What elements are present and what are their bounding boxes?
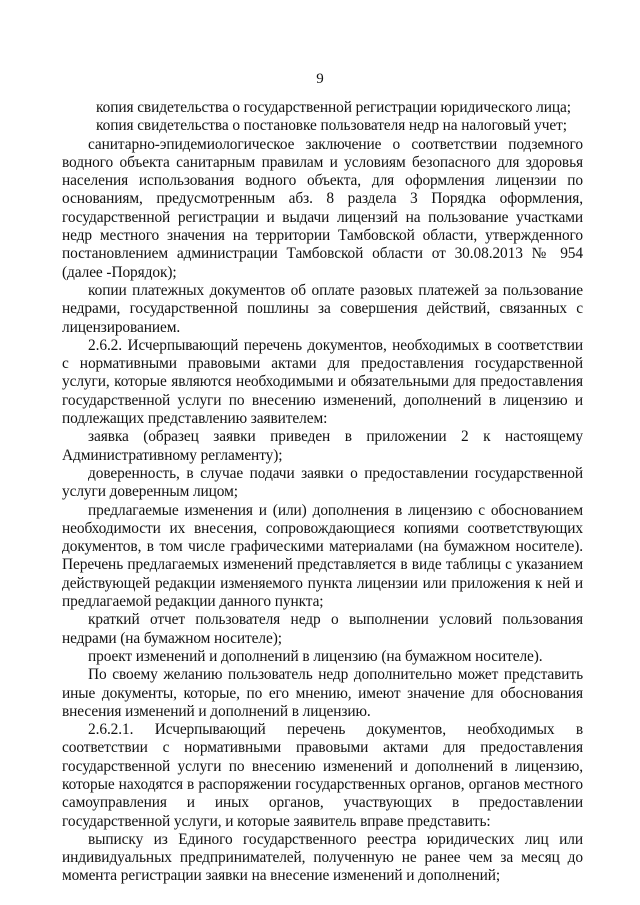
paragraph-10: проект изменений и дополнений в лицензию (на бумажном носителе). [88, 647, 543, 665]
paragraph-1: копия свидетельства о государственной регистрации юридического лица; [96, 99, 571, 116]
document-body [62, 99, 583, 886]
paragraph-5: 2.6.2. Исчерпывающий перечень документов, необходимых в соответствии с нормативными правовыми актами для предоставления государственной услуги, которые являются необходимыми и обязательными для предоставления государственной услуги по внесению изменений, дополнений в лицензию и подлежащих представлению заявителем: [62, 336, 583, 428]
paragraph-11: По своему желанию пользователь недр дополнительно может представить иные документы, которые, по его мнению, имеют значение для обоснования внесения изменений и дополнений в лицензию. [62, 666, 583, 720]
paragraph-4: копии платежных документов об оплате разовых платежей за пользование недрами, государственной пошлины за совершения действий, связанных с лицензированием. [62, 281, 583, 336]
paragraph-9: краткий отчет пользователя недр о выполнении условий пользования недрами (на бумажном носителе); [62, 611, 583, 647]
paragraph-13: выписку из Единого государственного реестра юридических лиц или индивидуальных предпринимателей, полученную не ранее чем за месяц до момента регистрации заявки на внесение изменений и дополнений; [62, 830, 583, 885]
paragraph-3: санитарно-эпидемиологическое заключение о соответствии подземного водного объекта санитарным правилам и условиям безопасного для здоровья населения использования водного объекта, для оформления лицензии по основаниям, предусмотренным абз. 8 раздела 3 Порядка оформления, государственной регистрации и выдачи лицензий на пользование участками недр местного значения на территории Тамбовской области, утвержденного постановлением администрации Тамбовской области от 30.08.2013 № 954 (далее -Порядок); [62, 135, 583, 281]
paragraph-7: доверенность, в случае подачи заявки о предоставлении государственной услуги доверенным лицом; [62, 464, 583, 501]
paragraph-8: предлагаемые изменения и (или) дополнения в лицензию с обоснованием необходимости их внесения, сопровождающиеся копиями соответствующих документов, в том числе графическими материалами (на бумажном носителе). Перечень предлагаемых изменений представляется в виде таблицы с указанием действующей редакции изменяемого пункта лицензии или приложения к ней и предлагаемой редакции данного пункта; [62, 501, 583, 611]
paragraph-6: заявка (образец заявки приведен в приложении 2 к настоящему Административному регламенту); [62, 428, 583, 464]
paragraph-2: копия свидетельства о постановке пользователя недр на налоговый учет; [96, 117, 567, 135]
page-number: 9 [316, 71, 324, 87]
paragraph-12: 2.6.2.1. Исчерпывающий перечень документов, необходимых в соответствии с нормативными правовыми актами для предоставления государственной услуги по внесению изменений и дополнений в лицензию, которые находятся в распоряжении государственных органов, органов местного самоуправления и иных органов, участвующих в предоставлении государственной услуги, и которые заявитель вправе представить: [62, 721, 583, 830]
